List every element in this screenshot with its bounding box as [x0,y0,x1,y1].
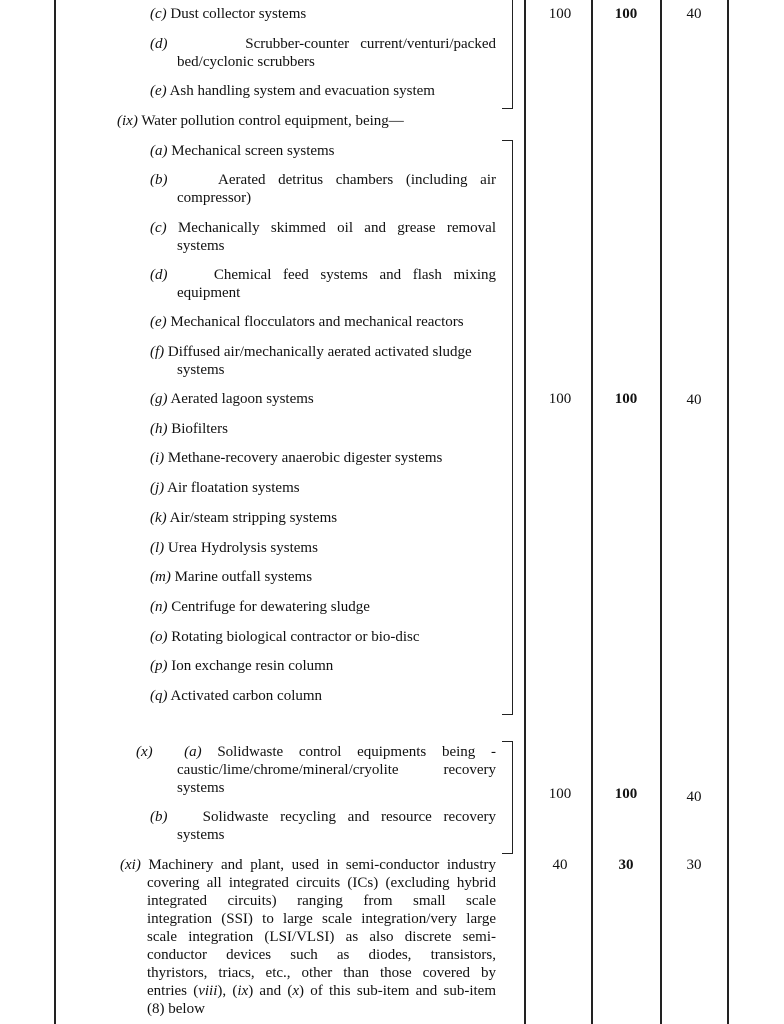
list-item-xi: (xi) Machinery and plant, used in semi-conductor industry covering all integrated circuits (ICs) (excluding hybrid integrated circuits) ranging from small scale integration (SSI) to large scale integration/very large scale integration (LSI/VLSI) as also discrete semi- conductor devices such as diodes, transistors, thyristors, triacs, etc., other than those covered by entries (viii), (ix) and (x) of this sub-item and sub-item (8) below [120,857,496,1017]
column-rule-right [727,0,729,1024]
list-item-ix-h: (h) Biofilters [150,421,228,437]
list-item-viii-e: (e) Ash handling system and evacuation system [150,83,435,99]
rate-value-ix-2: 100 [614,391,638,407]
list-item-ix-d: (d) Chemical feed systems and flash mixing equipment [150,267,496,301]
list-item-ix-g: (g) Aerated lagoon systems [150,391,314,407]
list-item-ix-n: (n) Centrifuge for dewatering sludge [150,599,370,615]
rate-value-viii-1: 100 [548,6,572,22]
column-rule-3 [660,0,662,1024]
rate-value-xi-2: 30 [618,857,634,873]
list-item-ix-i: (i) Methane-recovery anaerobic digester systems [150,450,443,466]
list-item-viii-d: (d) Scrubber-counter current/venturi/packed bed/cyclonic scrubbers [150,36,496,70]
list-item-ix-a: (a) Mechanical screen systems [150,143,335,159]
list-item-ix-o: (o) Rotating biological contractor or bio-disc [150,629,420,645]
rate-value-ix-3: 40 [686,392,702,408]
rate-value-viii-3: 40 [686,6,702,22]
list-item-viii-c: (c) Dust collector systems [150,6,307,22]
column-rule-2 [591,0,593,1024]
list-item-ix-m: (m) Marine outfall systems [150,569,313,585]
group-bracket-ix [502,140,513,715]
rate-value-x-3: 40 [686,789,702,805]
list-item-ix-e: (e) Mechanical flocculators and mechanical reactors [150,314,464,330]
list-item-ix-q: (q) Activated carbon column [150,688,323,704]
list-item-ix-f: (f) Diffused air/mechanically aerated activated sludge systems [150,344,472,378]
list-item-x-a: (x) (a) Solidwaste control equipments being - caustic/lime/chrome/mineral/cryolite recovery systems [136,744,497,796]
rate-value-ix-1: 100 [548,391,572,407]
list-item-ix-b: (b) Aerated detritus chambers (including air compressor) [150,172,496,206]
rate-value-x-2: 100 [614,786,638,802]
column-rule-left [54,0,56,1024]
rate-value-xi-1: 40 [552,857,568,873]
group-bracket-viii [502,0,513,109]
column-rule-1 [524,0,526,1024]
rate-value-viii-2: 100 [614,6,638,22]
rate-value-x-1: 100 [548,786,572,802]
list-item-x-b: (b) Solidwaste recycling and resource recovery systems [150,809,497,843]
list-item-ix-k: (k) Air/steam stripping systems [150,510,338,526]
list-item-ix-p: (p) Ion exchange resin column [150,658,334,674]
list-item-ix-c: (c) Mechanically skimmed oil and grease removal systems [150,220,496,254]
list-item-ix-j: (j) Air floatation systems [150,480,300,496]
group-bracket-x [502,741,513,854]
rate-value-xi-3: 30 [686,857,702,873]
list-item-ix-l: (l) Urea Hydrolysis systems [150,540,318,556]
section-heading-ix: (ix) Water pollution control equipment, being— [117,113,404,129]
